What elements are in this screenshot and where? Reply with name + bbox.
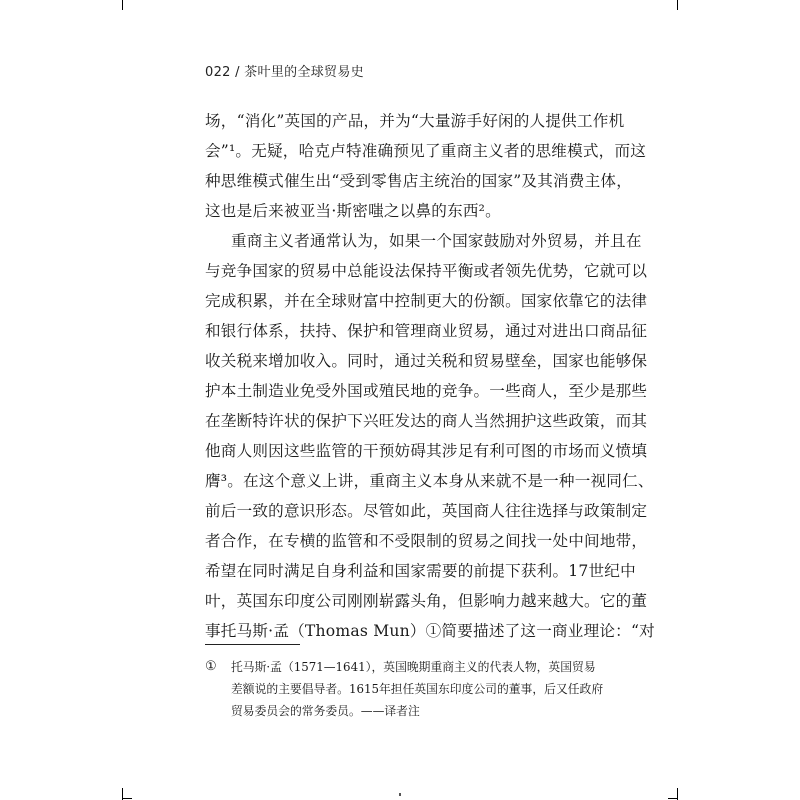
body-line: 完成积累，并在全球财富中控制更大的份额。国家依靠它的法律 <box>205 292 648 310</box>
body-line: 种思维模式催生出“受到零售店主统治的国家”及其消费主体， <box>205 172 632 190</box>
body-line: 会”¹。无疑，哈克卢特准确预见了重商主义者的思维模式，而这 <box>205 142 647 160</box>
body-line: 收关税来增加收入。同时，通过关税和贸易壁垒，国家也能够保 <box>205 352 648 370</box>
body-line: 前后一致的意识形态。尽管如此，英国商人往往选择与政策制定 <box>205 502 648 520</box>
body-line: 与竞争国家的贸易中总能设法保持平衡或者领先优势，它就可以 <box>205 262 648 280</box>
footnote-line: 差额说的主要倡导者。1615年担任英国东印度公司的董事，后又任政府 <box>231 682 604 696</box>
crop-mark-bottom-left-h <box>122 798 132 799</box>
crop-mark-top-right <box>677 0 678 10</box>
running-head: 022 / 茶叶里的全球贸易史 <box>205 65 364 80</box>
body-line: 场，“消化”英国的产品，并为“大量游手好闲的人提供工作机 <box>205 112 625 130</box>
body-line: 膺³。在这个意义上讲，重商主义本身从来就不是一种一视同仁、 <box>205 472 654 490</box>
body-line: 护本土制造业免受外国或殖民地的竞争。一些商人，至少是那些 <box>205 382 648 400</box>
footnote-line: 托马斯·孟（1571—1641），英国晚期重商主义的代表人物，英国贸易 <box>231 660 596 674</box>
footnote-separator <box>205 644 300 645</box>
footnote-marker: ① <box>205 659 217 674</box>
crop-mark-bottom-right-h <box>668 798 678 799</box>
body-line: 叶，英国东印度公司刚刚崭露头角，但影响力越来越大。它的董 <box>205 592 648 610</box>
footnote-line: 贸易委员会的常务委员。——译者注 <box>231 704 420 718</box>
body-line: 事托马斯·孟（Thomas Mun）①简要描述了这一商业理论：“对 <box>205 622 655 640</box>
body-line: 在垄断特许状的保护下兴旺发达的商人当然拥护这些政策，而其 <box>205 412 648 430</box>
page-center-mark <box>399 793 401 796</box>
body-line: 和银行体系，扶持、保护和管理商业贸易，通过对进出口商品征 <box>205 322 648 340</box>
body-line: 者合作，在专横的监管和不受限制的贸易之间找一处中间地带， <box>205 532 648 550</box>
crop-mark-top-left <box>122 0 123 10</box>
body-line: 他商人则因这些监管的干预妨碍其涉足有利可图的市场而义愤填 <box>205 442 648 460</box>
body-line: 重商主义者通常认为，如果一个国家鼓励对外贸易，并且在 <box>231 232 642 250</box>
body-line: 希望在同时满足自身利益和国家需要的前提下获利。17世纪中 <box>205 562 636 580</box>
body-line: 这也是后来被亚当·斯密嗤之以鼻的东西²。 <box>205 202 501 220</box>
